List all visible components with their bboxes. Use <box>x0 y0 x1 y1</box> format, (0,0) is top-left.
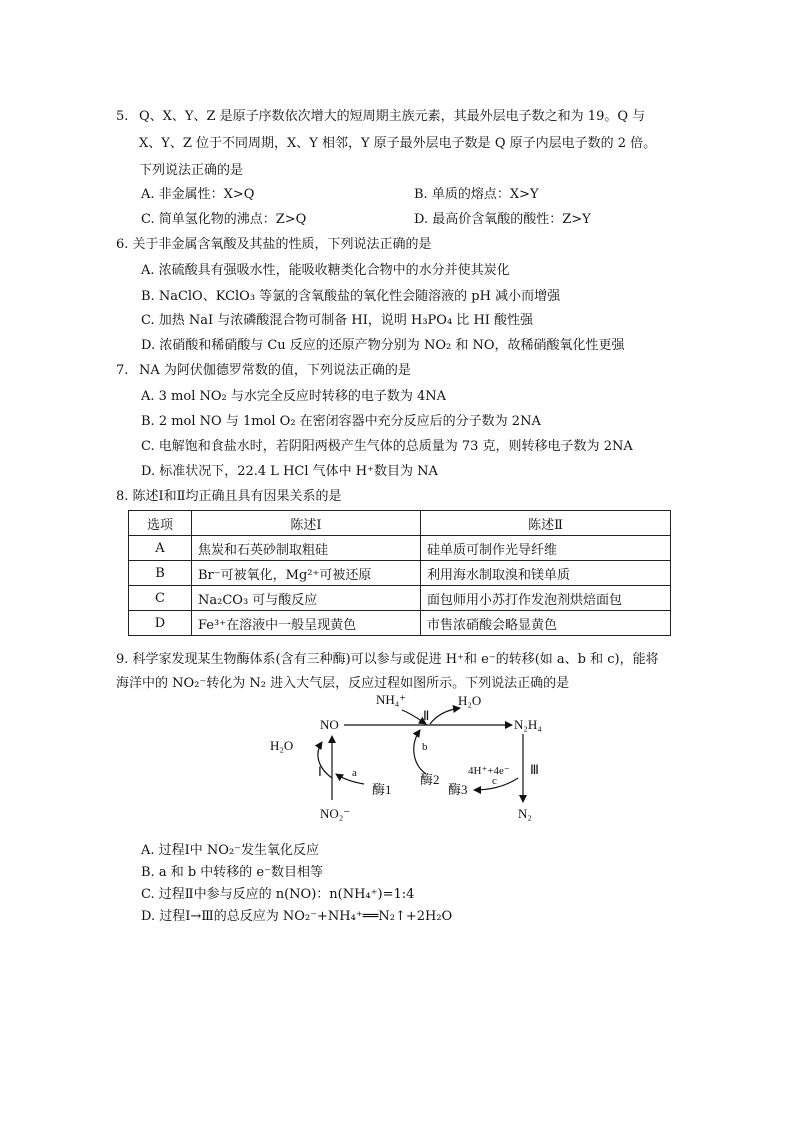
arrow-a <box>336 774 364 784</box>
label-a: a <box>352 767 357 779</box>
label-enzyme-2: 酶2 <box>420 772 440 787</box>
q9-option-d: D. 过程Ⅰ→Ⅲ的总反应为 NO₂⁻+NH₄⁺══N₂↑+2H₂O <box>141 909 453 924</box>
q9-stem-line2: 海洋中的 NO₂⁻转化为 N₂ 进入大气层，反应过程如图所示。下列说法正确的是 <box>116 676 570 691</box>
label-h2o-left: H₂O <box>270 738 294 753</box>
q6-option-d: D. 浓硝酸和稀硝酸与 Cu 反应的还原产物分别为 NO₂ 和 NO，故稀硝酸氧化性更强 <box>141 338 625 353</box>
q6-option-b: B. NaClO、KClO₃ 等氯的含氧酸盐的氧化性会随溶液的 pH 减小而增强 <box>141 289 561 304</box>
q8-row-b-statement-1: Br⁻可被氧化，Mg²⁺可被还原 <box>192 561 421 586</box>
q9-option-b: B. a 和 b 中转移的 e⁻数目相等 <box>141 865 323 880</box>
q8-header-statement-2: 陈述Ⅱ <box>421 511 671 536</box>
q5-stem-line1: Q、X、Y、Z 是原子序数依次增大的短周期主族元素，其最外层电子数之和为 19。Q 与 <box>139 109 646 124</box>
q5-stem-line3: 下列说法正确的是 <box>139 163 244 178</box>
label-step-2: Ⅱ <box>423 708 430 723</box>
table-row <box>129 561 671 586</box>
label-n2h4: N₂H₄ <box>514 717 542 732</box>
q8-table <box>128 510 671 636</box>
q8-row-a-option: A <box>129 536 192 561</box>
label-enzyme-1: 酶1 <box>372 782 392 797</box>
q9-option-a: A. 过程Ⅰ中 NO₂⁻发生氧化反应 <box>141 843 320 858</box>
table-row <box>129 536 671 561</box>
label-nh4: NH₄⁺ <box>376 692 407 707</box>
q6-option-c: C. 加热 NaI 与浓磷酸混合物可制备 HI，说明 H₃PO₄ 比 HI 酸性强 <box>141 313 534 328</box>
q5-option-c: C. 简单氢化物的沸点：Z>Q <box>141 212 307 227</box>
reaction-diagram <box>260 688 560 828</box>
q8-stem: 8. 陈述Ⅰ和Ⅱ均正确且具有因果关系的是 <box>116 489 342 504</box>
q8-row-c-option: C <box>129 586 192 611</box>
q8-table-header-row <box>129 511 671 536</box>
q8-row-d-statement-2: 市售浓硝酸会略显黄色 <box>421 611 671 636</box>
arrow-h2o-top <box>430 708 460 724</box>
q8-row-b-option: B <box>129 561 192 586</box>
q7-option-d: D. 标准状况下，22.4 L HCl 气体中 H⁺数目为 NA <box>141 464 438 479</box>
q7-option-c: C. 电解饱和食盐水时，若阴阳两极产生气体的总质量为 73 克，则转移电子数为 2NA <box>141 439 633 454</box>
table-row <box>129 611 671 636</box>
q6-option-a: A. 浓硫酸具有强吸水性，能吸收糖类化合物中的水分并使其炭化 <box>141 263 510 278</box>
q5-option-d: D. 最高价含氧酸的酸性：Z>Y <box>414 212 591 227</box>
q5-stem-line2: X、Y、Z 位于不同周期，X、Y 相邻，Y 原子最外层电子数是 Q 原子内层电子数的 2 倍。 <box>139 136 657 151</box>
q8-row-a-statement-1: 焦炭和石英砂制取粗硅 <box>192 536 421 561</box>
q5-number: 5. <box>116 109 129 124</box>
q9-option-c: C. 过程Ⅱ中参与反应的 n(NO)：n(NH₄⁺)=1:4 <box>141 887 415 902</box>
q6-stem: 6. 关于非金属含氧酸及其盐的性质，下列说法正确的是 <box>116 237 432 252</box>
q8-row-d-statement-1: Fe³⁺在溶液中一般呈现黄色 <box>192 611 421 636</box>
label-step-3: Ⅲ <box>530 762 539 777</box>
q8-row-c-statement-2: 面包师用小苏打作发泡剂烘焙面包 <box>421 586 671 611</box>
label-no2: NO₂⁻ <box>320 806 351 821</box>
q7-option-a: A. 3 mol NO₂ 与水完全反应时转移的电子数为 4NA <box>141 389 447 404</box>
q9-stem-line1: 9. 科学家发现某生物酶体系(含有三种酶)可以参与或促进 H⁺和 e⁻的转移(如 a、b 和 c)，能将 <box>116 652 659 667</box>
q8-row-c-statement-1: Na₂CO₃ 可与酸反应 <box>192 586 421 611</box>
q8-header-statement-1: 陈述Ⅰ <box>192 511 421 536</box>
label-b: b <box>422 741 428 753</box>
label-step-1: Ⅰ <box>318 764 322 779</box>
label-h2o-top: H₂O <box>458 693 482 708</box>
q8-row-b-statement-2: 利用海水制取溴和镁单质 <box>421 561 671 586</box>
q7-number: 7. <box>116 363 129 378</box>
q7-option-b: B. 2 mol NO 与 1mol O₂ 在密闭容器中充分反应后的分子数为 2NA <box>141 414 541 429</box>
label-hplus-electrons: 4H⁺+4e⁻ <box>468 765 510 777</box>
label-c: c <box>492 775 497 787</box>
q7-stem: NA 为阿伏伽德罗常数的值，下列说法正确的是 <box>139 363 411 378</box>
q8-row-a-statement-2: 硅单质可制作光导纤维 <box>421 536 671 561</box>
label-n2: N₂ <box>518 806 532 821</box>
q8-header-option: 选项 <box>129 511 192 536</box>
q8-row-d-option: D <box>129 611 192 636</box>
label-enzyme-3: 酶3 <box>448 782 468 797</box>
table-row <box>129 586 671 611</box>
q5-option-a: A. 非金属性：X>Q <box>141 187 255 202</box>
q5-option-b: B. 单质的熔点：X>Y <box>414 187 539 202</box>
label-no: NO <box>320 717 339 732</box>
